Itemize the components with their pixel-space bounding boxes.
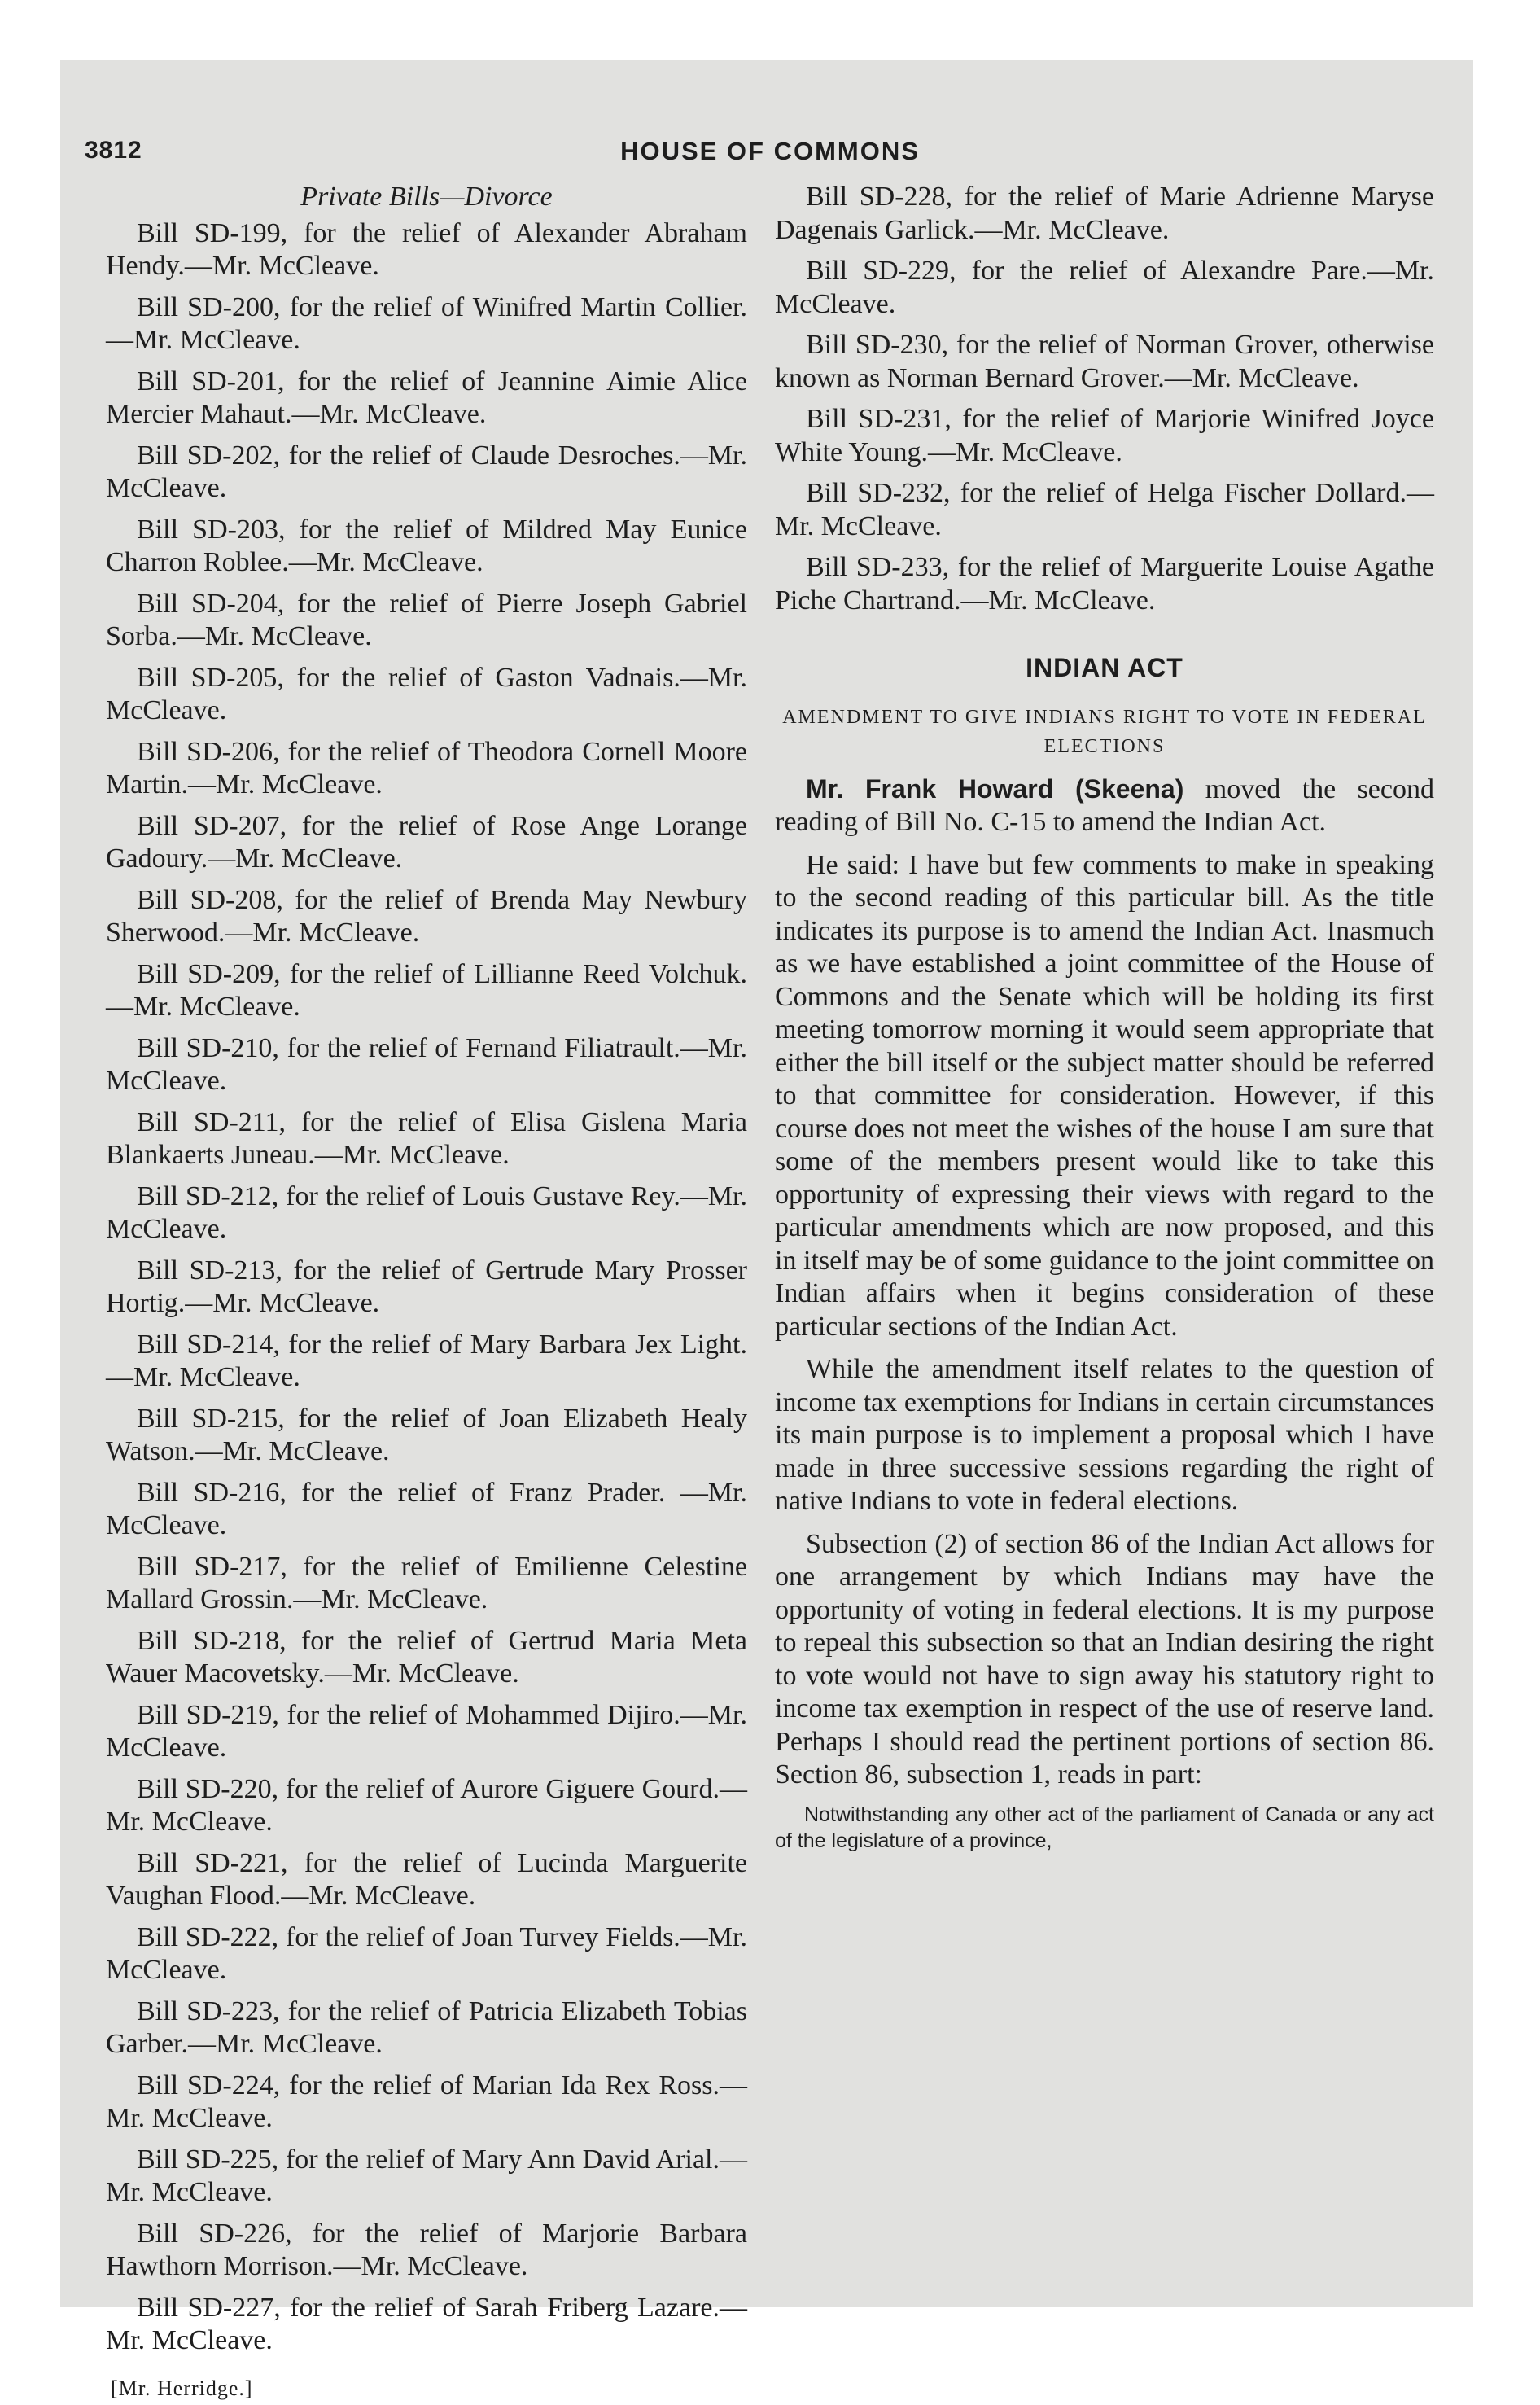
bill-entry: Bill SD-213, for the relief of Gertrude Mary Prosser Hortig.—Mr. McCleave. xyxy=(106,1255,747,1321)
bill-entry: Bill SD-215, for the relief of Joan Elizabeth Healy Watson.—Mr. McCleave. xyxy=(106,1403,747,1469)
bill-entry: Bill SD-203, for the relief of Mildred May Eunice Charron Roblee.—Mr. McCleave. xyxy=(106,514,747,580)
bill-entry: Bill SD-218, for the relief of Gertrud Maria Meta Wauer Macovetsky.—Mr. McCleave. xyxy=(106,1625,747,1691)
bill-entry: Bill SD-222, for the relief of Joan Turvey Fields.—Mr. McCleave. xyxy=(106,1921,747,1987)
act-heading: INDIAN ACT xyxy=(775,651,1434,685)
bill-entry: Bill SD-210, for the relief of Fernand Filiatrault.—Mr. McCleave. xyxy=(106,1032,747,1098)
bill-entry: Bill SD-205, for the relief of Gaston Vadnais.—Mr. McCleave. xyxy=(106,662,747,728)
bill-entry: Bill SD-225, for the relief of Mary Ann David Arial.—Mr. McCleave. xyxy=(106,2144,747,2210)
bill-entry: Bill SD-204, for the relief of Pierre Joseph Gabriel Sorba.—Mr. McCleave. xyxy=(106,588,747,654)
bill-entry: Bill SD-206, for the relief of Theodora Cornell Moore Martin.—Mr. McCleave. xyxy=(106,736,747,802)
motion-paragraph xyxy=(775,773,1434,839)
act-subheading: AMENDMENT TO GIVE INDIANS RIGHT TO VOTE IN FEDERAL ELECTIONS xyxy=(775,703,1434,761)
bill-entry: Bill SD-201, for the relief of Jeannine Aimie Alice Mercier Mahaut.—Mr. McCleave. xyxy=(106,366,747,431)
bill-entry: Bill SD-202, for the relief of Claude Desroches.—Mr. McCleave. xyxy=(106,440,747,506)
bill-entry: Bill SD-223, for the relief of Patricia Elizabeth Tobias Garber.—Mr. McCleave. xyxy=(106,1995,747,2061)
speaker-name: Mr. Frank Howard (Skeena) xyxy=(806,774,1183,804)
speech-paragraph: He said: I have but few comments to make in speaking to the second reading of this particular bill. As the title indicates its purpose is to amend the Indian Act. Inasmuch as we have established a joint committee of the House of Commons and the Senate which will be holding its first meeting tomorrow morning it would seem appropriate that either the bill itself or the subject matter should be referred to that committee for consideration. However, if this course does not meet the wishes of the house I am sure that some of the members present would like to take this opportunity of expressing their views with regard to the particular amendments which are now proposed, and this in itself may be of some guidance to the joint committee on Indian affairs when it begins consideration of these particular sections of the Indian Act. xyxy=(775,849,1434,1344)
speech-paragraph: Subsection (2) of section 86 of the Indian Act allows for one arrangement by which Indians may have the opportunity of voting in federal elections. It is my purpose to repeal this subsection so that an Indian desiring the right to vote would not have to sign away his statutory right to income tax exemption in respect of the use of reserve land. Perhaps I should read the pertinent portions of section 86. Section 86, subsection 1, reads in part: xyxy=(775,1528,1434,1792)
speech-paragraph: While the amendment itself relates to the question of income tax exemptions for Indians in certain circumstances its main purpose is to implement a proposal which I have made in three successive sessions regarding the right of native Indians to vote in federal elections. xyxy=(775,1353,1434,1518)
right-column xyxy=(775,181,1434,1854)
bill-entry: Bill SD-231, for the relief of Marjorie Winifred Joyce White Young.—Mr. McCleave. xyxy=(775,403,1434,469)
bill-entry: Bill SD-200, for the relief of Winifred Martin Collier.—Mr. McCleave. xyxy=(106,291,747,357)
bill-entry: Bill SD-224, for the relief of Marian Ida Rex Ross.—Mr. McCleave. xyxy=(106,2070,747,2136)
bill-entry: Bill SD-216, for the relief of Franz Prader. —Mr. McCleave. xyxy=(106,1477,747,1543)
bill-entry: Bill SD-230, for the relief of Norman Grover, otherwise known as Norman Bernard Grover.—Mr. McCleave. xyxy=(775,329,1434,395)
motion-text: moved the second reading of Bill No. C-15 to amend the Indian Act. xyxy=(775,774,1434,838)
page-number: 3812 xyxy=(85,137,142,164)
bill-entry: Bill SD-233, for the relief of Marguerite Louise Agathe Piche Chartrand.—Mr. McCleave. xyxy=(775,551,1434,617)
page-title: HOUSE OF COMMONS xyxy=(0,137,1540,166)
bill-entry: Bill SD-221, for the relief of Lucinda Marguerite Vaughan Flood.—Mr. McCleave. xyxy=(106,1847,747,1913)
left-column xyxy=(106,181,747,2405)
bill-entry: Bill SD-229, for the relief of Alexandre Pare.—Mr. McCleave. xyxy=(775,255,1434,321)
bill-entry: Bill SD-212, for the relief of Louis Gustave Rey.—Mr. McCleave. xyxy=(106,1181,747,1246)
bill-entry: Bill SD-219, for the relief of Mohammed Dijiro.—Mr. McCleave. xyxy=(106,1699,747,1765)
bill-entry: Bill SD-211, for the relief of Elisa Gislena Maria Blankaerts Juneau.—Mr. McCleave. xyxy=(106,1106,747,1172)
quoted-statute: Notwithstanding any other act of the parliament of Canada or any act of the legislature of a province, xyxy=(775,1802,1434,1854)
bill-entry: Bill SD-217, for the relief of Emilienne Celestine Mallard Grossin.—Mr. McCleave. xyxy=(106,1551,747,1617)
bill-entry: Bill SD-220, for the relief of Aurore Giguere Gourd.—Mr. McCleave. xyxy=(106,1773,747,1839)
bill-entry: Bill SD-232, for the relief of Helga Fischer Dollard.—Mr. McCleave. xyxy=(775,477,1434,543)
bill-entry: Bill SD-214, for the relief of Mary Barbara Jex Light.—Mr. McCleave. xyxy=(106,1329,747,1395)
bill-entry: Bill SD-199, for the relief of Alexander Abraham Hendy.—Mr. McCleave. xyxy=(106,217,747,283)
section-heading: Private Bills—Divorce xyxy=(106,181,747,214)
bill-entry: Bill SD-228, for the relief of Marie Adrienne Maryse Dagenais Garlick.—Mr. McCleave. xyxy=(775,181,1434,247)
bill-entry: Bill SD-207, for the relief of Rose Ange Lorange Gadoury.—Mr. McCleave. xyxy=(106,810,747,876)
bill-entry: Bill SD-227, for the relief of Sarah Friberg Lazare.—Mr. McCleave. xyxy=(106,2292,747,2358)
bill-entry: Bill SD-209, for the relief of Lillianne Reed Volchuk.—Mr. McCleave. xyxy=(106,958,747,1024)
page-footnote: [Mr. Herridge.] xyxy=(111,2372,747,2405)
bill-entry: Bill SD-208, for the relief of Brenda May Newbury Sherwood.—Mr. McCleave. xyxy=(106,884,747,950)
bill-entry: Bill SD-226, for the relief of Marjorie Barbara Hawthorn Morrison.—Mr. McCleave. xyxy=(106,2218,747,2284)
